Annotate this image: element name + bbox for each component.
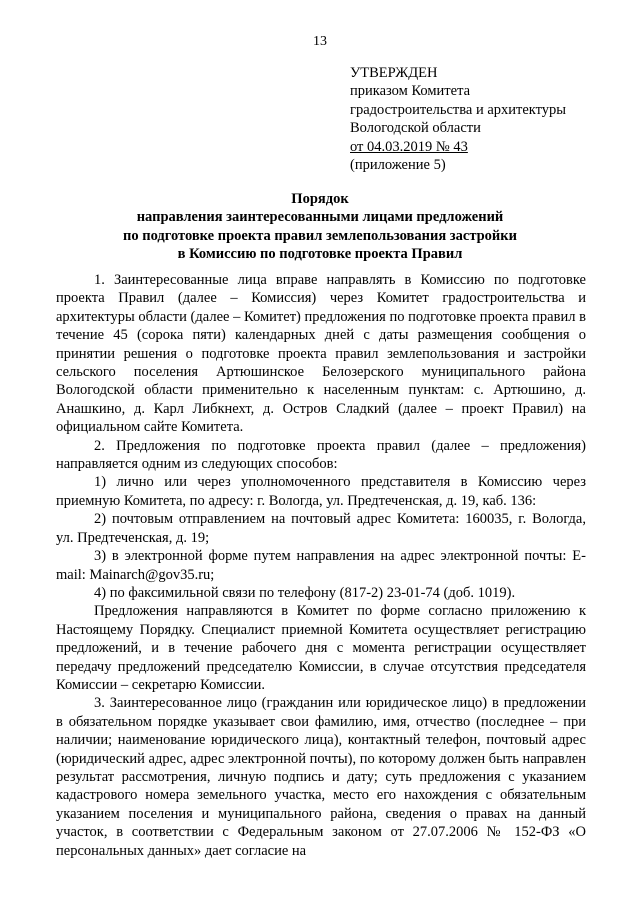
document-body (56, 271, 586, 860)
approval-committee-line: градостроительства и архитектуры (350, 101, 567, 118)
paragraph-2: 2. Предложения по подготовке проекта правил (далее – предложения) направляется одним из следующих способов: (56, 437, 586, 473)
title-line-4: в Комиссию по подготовке проекта Правил (177, 246, 463, 263)
paragraph-2-method-3: 3) в электронной форме путем направления на адрес электронной почты: E-mail: Mainarch@gov35.ru; (56, 548, 586, 583)
document-title (60, 190, 580, 264)
title-line-1: Порядок (291, 191, 349, 207)
title-line-2: направления заинтересованными лицами предложений (136, 209, 504, 226)
approval-region-line: Вологодской области (350, 120, 481, 137)
page-number: 13 (313, 34, 327, 49)
approval-date-number: от 04.03.2019 № 43 (350, 138, 468, 155)
paragraph-1: 1. Заинтересованные лица вправе направлять в Комиссию по подготовке проекта Правил (далее – Комиссия) через Комитет градостроительства и архитектуры области (далее – Комитет) предложения по подготовке проекта правил в течение 45 (сорока пяти) календарных дней с даты размещения сообщения о принятии решения о подготовке проекта правил землепользования и застройки сельского поселения Артюшинское Белозерского муниципального района Вологодской области применительно к населенным пунктам: с. Артюшино, д. Анашкино, д. Карл Либкнехт, д. Остров Сладкий (далее – проект Правил) на официальном сайте Комитета. (56, 272, 586, 436)
paragraph-2-method-1: 1) лично или через уполномоченного представителя в Комиссию через приемную Комитета, по адресу: г. Вологда, ул. Предтеченская, д. 19, каб. 136: (56, 474, 586, 509)
paragraph-2-method-2: 2) почтовым отправлением на почтовый адрес Комитета: 160035, г. Вологда, ул. Предтеченская, д. 19; (56, 511, 586, 546)
paragraph-2-method-4: 4) по факсимильной связи по телефону (817-2) 23-01-74 (доб. 1019). (94, 584, 516, 601)
paragraph-3: 3. Заинтересованное лицо (гражданин или юридическое лицо) в предложении в обязательном порядке указывает свои фамилию, имя, отчество (последнее – при наличии; наименование юридического лица), контактный телефон, почтовый адрес (юридический адрес, адрес электронной почты), по которому должен быть направлен результат рассмотрения, личную подпись и дату; суть предложения с указанием кадастрового номера земельного участка, место его нахождения с обязательным указанием поселения и муниципального района, сведения о правах на данный участок, в соответствии с Федеральным законом от 27.07.2006 № 152-ФЗ «О персональных данных» дает согласие на (56, 695, 586, 859)
approval-order-line: приказом Комитета (350, 83, 471, 100)
approval-heading: УТВЕРЖДЕН (350, 65, 438, 81)
title-line-3: по подготовке проекта правил землепользования застройки (123, 227, 517, 244)
approval-stamp (350, 64, 620, 174)
paragraph-registration: Предложения направляются в Комитет по форме согласно приложению к Настоящему Порядку. Специалист приемной Комитета осуществляет регистрацию предложений, и в течение рабочего дня с момента регистрации осуществляет передачу предложений председателю Комиссии, в случае отсутствия председателя Комиссии – секретарю Комиссии. (56, 603, 586, 693)
approval-appendix-line: (приложение 5) (350, 157, 446, 174)
